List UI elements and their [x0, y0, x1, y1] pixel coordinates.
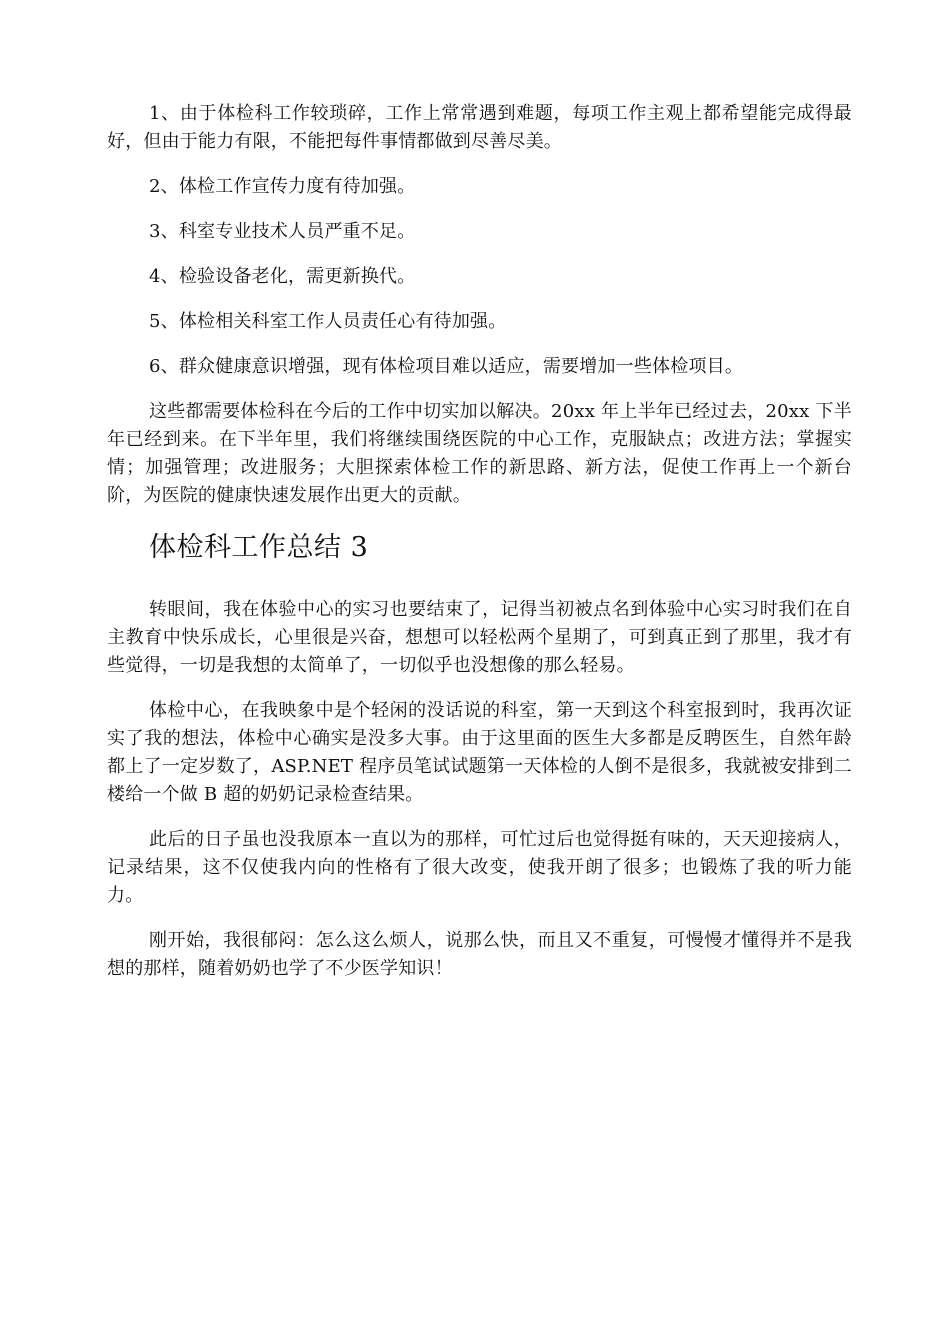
issue-item-3: 3、科室专业技术人员严重不足。: [149, 221, 416, 242]
section-3-paragraph-1: 转眼间，我在体验中心的实习也要结束了，记得当初被点名到体验中心实习时我们在自主教育中快乐成长，心里很是兴奋，想想可以轻松两个星期了，可到真正到了那里，我才有些觉得，一切是我想的太简单了，一切似乎也没想像的那么轻易。: [107, 599, 852, 676]
issue-item-5: 5、体检相关科室工作人员责任心有待加强。: [149, 311, 507, 332]
document-page: [107, 100, 852, 1000]
conclusion-paragraph: 这些都需要体检科在今后的工作中切实加以解决。20xx 年上半年已经过去，20xx 下半年已经到来。在下半年里，我们将继续围绕医院的中心工作，克服缺点；改进方法；掌握实情；加强管理；改进服务；大胆探索体检工作的新思路、新方法，促使工作再上一个新台阶，为医院的健康快速发展作出更大的贡献。: [107, 401, 852, 506]
issue-item-1: 1、由于体检科工作较琐碎，工作上常常遇到难题，每项工作主观上都希望能完成得最好，但由于能力有限，不能把每件事情都做到尽善尽美。: [107, 103, 852, 152]
issue-item-2: 2、体检工作宣传力度有待加强。: [149, 176, 416, 197]
issue-item-4: 4、检验设备老化，需更新换代。: [149, 266, 416, 287]
section-3-paragraph-3: 此后的日子虽也没我原本一直以为的那样，可忙过后也觉得挺有味的，天天迎接病人，记录结果，这不仅使我内向的性格有了很大改变，使我开朗了很多；也锻炼了我的听力能力。: [107, 829, 852, 906]
section-3-paragraph-2: 体检中心，在我映象中是个轻闲的没话说的科室，第一天到这个科室报到时，我再次证实了我的想法，体检中心确实是没多大事。由于这里面的医生大多都是反聘医生，自然年龄都上了一定岁数了，ASP.NET 程序员笔试试题第一天体检的人倒不是很多，我就被安排到二楼给一个做 B 超的奶奶记录检查结果。: [107, 700, 852, 805]
section-3-title: 体检科工作总结 3: [149, 532, 369, 563]
section-3-paragraph-4: 刚开始，我很郁闷：怎么这么烦人，说那么快，而且又不重复，可慢慢才懂得并不是我想的那样，随着奶奶也学了不少医学知识！: [107, 930, 852, 979]
issue-item-6: 6、群众健康意识增强，现有体检项目难以适应，需要增加一些体检项目。: [149, 356, 744, 377]
